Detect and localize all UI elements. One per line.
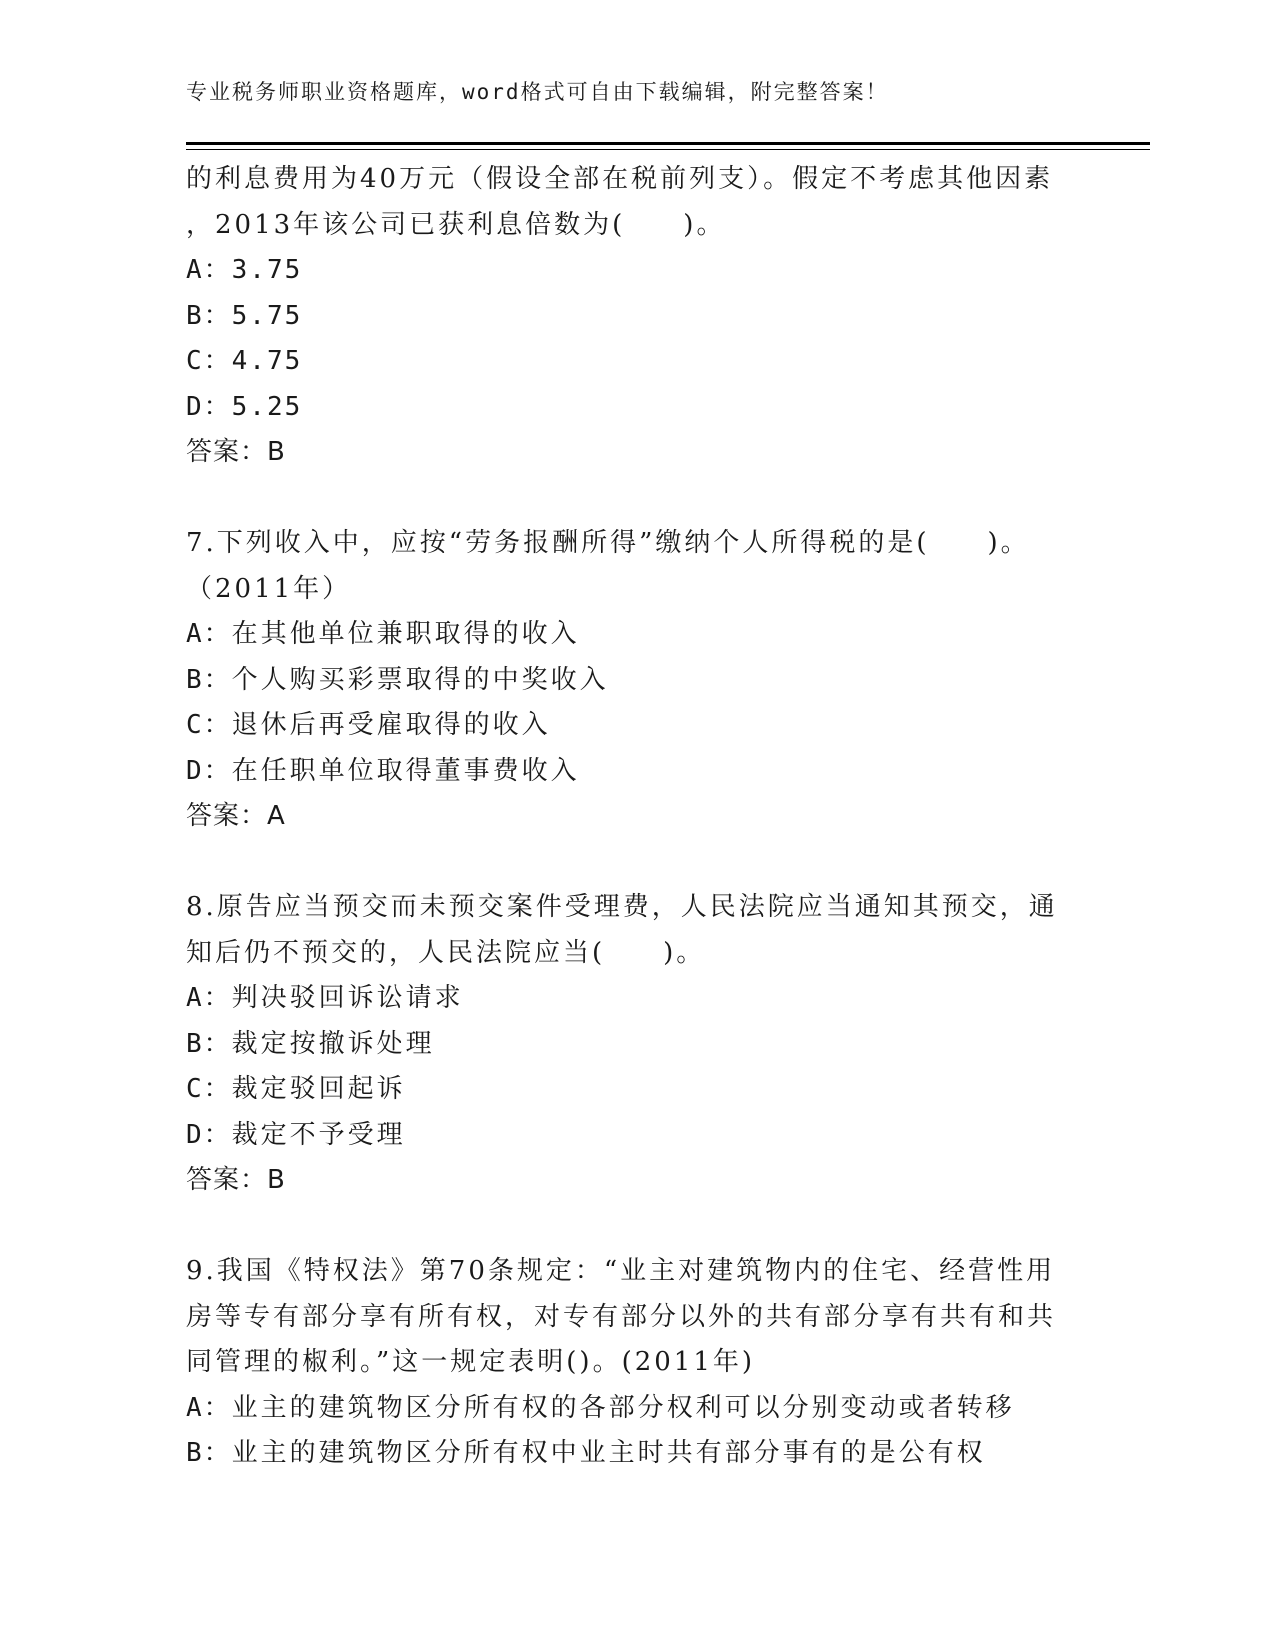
question-text-line: 8.原告应当预交而未预交案件受理费，人民法院应当通知其预交，通 [186, 892, 1058, 922]
option-c: C：裁定驳回起诉 [186, 1074, 406, 1104]
option-a: A：3.75 [186, 255, 303, 285]
answer-line: 答案：A [186, 801, 286, 831]
page-header: 专业税务师职业资格题库，word格式可自由下载编辑，附完整答案！ [186, 80, 889, 104]
option-c: C：4.75 [186, 346, 303, 376]
question-text-line: 9.我国《特权法》第70条规定：“业主对建筑物内的住宅、经营性用 [186, 1256, 1056, 1286]
question-7 [186, 521, 1086, 840]
question-text-line: 同管理的椒利。”这一规定表明()。(2011年) [186, 1347, 756, 1377]
option-b: B：5.75 [186, 300, 303, 331]
option-c: C：退休后再受雇取得的收入 [186, 710, 551, 740]
question-9 [186, 1249, 1086, 1477]
question-text-line: 7.下列收入中，应按“劳务报酬所得”缴纳个人所得税的是( )。 [186, 528, 1030, 558]
spacer [186, 840, 1086, 886]
option-a: A：在其他单位兼职取得的收入 [186, 619, 580, 649]
header-rule-thin [186, 149, 1150, 150]
option-a: A：判决驳回诉讼请求 [186, 983, 464, 1013]
question-6 [186, 157, 1086, 476]
question-8 [186, 885, 1086, 1204]
question-text-line: 知后仍不预交的，人民法院应当( )。 [186, 937, 706, 968]
option-d: D：5.25 [186, 391, 303, 422]
question-content [186, 157, 1086, 1477]
option-a: A：业主的建筑物区分所有权的各部分权利可以分别变动或者转移 [186, 1392, 1015, 1423]
answer-line: 答案：B [186, 1165, 286, 1195]
answer-line: 答案：B [186, 437, 286, 467]
option-b: B：裁定按撤诉处理 [186, 1028, 435, 1059]
spacer [186, 1204, 1086, 1250]
option-b: B：个人购买彩票取得的中奖收入 [186, 664, 609, 695]
spacer [186, 476, 1086, 522]
question-text-line: （2011年） [186, 573, 352, 604]
question-text-line: ，2013年该公司已获利息倍数为( )。 [186, 209, 726, 240]
question-text-line: 房等专有部分享有所有权，对专有部分以外的共有部分享有共有和共 [186, 1301, 1057, 1332]
option-b: B：业主的建筑物区分所有权中业主时共有部分事有的是公有权 [186, 1438, 986, 1468]
option-d: D：在任职单位取得董事费收入 [186, 755, 580, 786]
option-d: D：裁定不予受理 [186, 1119, 406, 1150]
header-rule-thick [186, 142, 1150, 145]
question-text-line: 的利息费用为40万元（假设全部在税前列支）。假定不考虑其他因素 [186, 164, 1054, 194]
